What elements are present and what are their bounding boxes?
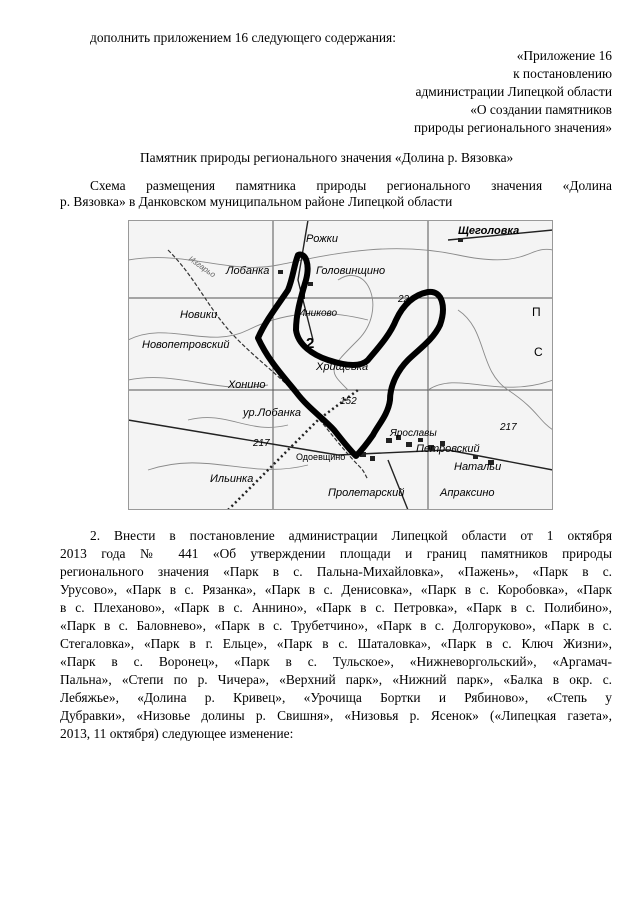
map-label-izgarno: Изгарьо xyxy=(186,254,218,280)
clause2-line-9: Пальна», «Степи по р. Чичера», «Верхний парк», «Нижний парк», «Балка в окр. с. xyxy=(60,672,612,687)
clause2-line-2: 2013 года № 441 «Об утверждении площади и границ памятников природы xyxy=(60,546,612,561)
map-label-ur-lobanka: ур.Лобанка xyxy=(243,407,302,419)
appendix-header-line-5: природы регионального значения» xyxy=(414,120,612,135)
clause2-line-10: Лебяжье», «Долина р. Кривец», «Урочища Бортки и Рябиново», «Степь у xyxy=(60,690,612,705)
appendix-header-line-2: к постановлению xyxy=(513,66,612,81)
map-label-noviki: Новики xyxy=(180,309,218,321)
map-label-proletarsky: Пролетарский xyxy=(328,487,405,499)
map-label-elev-22: 22 xyxy=(398,294,410,305)
appendix-header-line-1: «Приложение 16 xyxy=(516,48,612,63)
scheme-caption-line-2: р. Вязовка» в Данковском муниципальном районе Липецкой области xyxy=(60,194,453,209)
appendix-title: Памятник природы регионального значения «Долина р. Вязовка» xyxy=(140,150,514,165)
clause2-line-12: 2013, 11 октября) следующее изменение: xyxy=(60,726,294,741)
appendix-header-line-3: администрации Липецкой области xyxy=(415,84,612,99)
map-label-novopetrovsky: Новопетровский xyxy=(142,339,230,351)
map-label-rozhki: Рожки xyxy=(306,233,338,245)
scheme-caption-line-1: Схема размещения памятника природы регионального значения «Долина xyxy=(90,178,612,193)
map-label-inikovo: Иниково xyxy=(298,308,338,319)
map-label-natalyi: Натальи xyxy=(454,461,502,473)
map-label-area-number: 2 xyxy=(306,335,315,352)
map-label-s-right: С xyxy=(534,345,543,359)
map-label-p-right: П xyxy=(532,305,541,319)
map-label-khrishchevka: Хрищевка xyxy=(316,361,369,373)
site-map xyxy=(128,220,553,510)
map-label-petrovsky: Петровский xyxy=(416,443,480,455)
clause2-line-4: Урусово», «Парк в с. Рязанка», «Парк в с. Денисовка», «Парк в с. Коробовка», «Парк xyxy=(60,582,612,597)
map-label-odoevshchino: Одоевщино xyxy=(296,452,346,462)
map-label-yaroslavy: Ярославы xyxy=(390,428,437,439)
map-label-shchegolovka: Щеголовка xyxy=(458,225,520,237)
map-label-golovinshchino: Головинщино xyxy=(316,265,386,277)
map-label-elev-217b: 217 xyxy=(500,422,517,433)
appendix-header-line-4: «О создании памятников xyxy=(470,102,612,117)
clause2-line-7: Стегаловка», «Парк в г. Ельце», «Парк в с. Шаталовка», «Парк в с. Ключ Жизни», xyxy=(60,636,612,651)
clause2-line-3: регионального значения «Парк в с. Пальна-Михайловка», «Пажень», «Парк в с. xyxy=(60,564,612,579)
clause2-line-5: в с. Плеханово», «Парк в с. Аннино», «Парк в с. Петровка», «Парк в с. Полибино», xyxy=(60,600,612,615)
map-label-apraksino: Апраксино xyxy=(440,487,495,499)
map-label-ilinka: Ильинка xyxy=(210,473,254,485)
clause2-line-1: 2. Внести в постановление администрации Липецкой области от 1 октября xyxy=(90,528,612,543)
clause2-line-11: Дубравки», «Низовье долины р. Свишня», «Низовья р. Ясенок» («Липецкая газета», xyxy=(60,708,612,723)
intro-line: дополнить приложением 16 следующего содержания: xyxy=(90,30,396,45)
map-label-lobanka: Лобанка xyxy=(226,265,270,277)
map-label-elev-217: 217 xyxy=(253,438,270,449)
clause2-line-6: «Парк в с. Баловнево», «Парк в с. Трубетчино», «Парк в с. Долгоруково», «Парк в с. xyxy=(60,618,612,633)
map-label-khonino: Хонино xyxy=(228,379,266,391)
map-label-elev-152: 152 xyxy=(340,396,357,407)
clause2-line-8: «Парк в с. Воронец», «Парк в с. Тульское», «Нижневоргольский», «Аргамач- xyxy=(60,654,612,669)
